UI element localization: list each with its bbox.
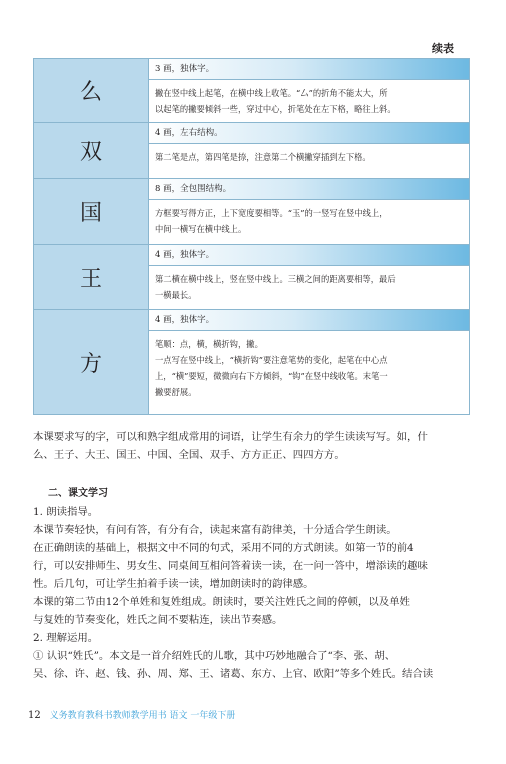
writing-note: 方框要写得方正，上下宽度要相等。“玉”的一竖写在竖中线上， 中间一横写在横中线上。 — [149, 200, 469, 237]
stroke-count: 3 画，独体字。 — [149, 59, 469, 80]
character-cell: 双 — [34, 123, 149, 179]
section-heading: 二、课文学习 — [48, 488, 108, 499]
table-row — [34, 310, 470, 415]
table-row — [34, 245, 470, 310]
table-row — [34, 123, 470, 179]
page-number: 12 — [28, 710, 41, 721]
character-cell: 方 — [34, 310, 149, 415]
page-footer — [28, 708, 235, 721]
character-cell: 国 — [34, 179, 149, 245]
writing-note: 笔顺：点，横，横折钩，撇。 一点写在竖中线上，“横折钩”要注意笔势的变化，起笔在中心点 上，“横”要短，微微向右下方倾斜，“钩”在竖中线收笔。末笔一 撇要舒展。 — [149, 331, 469, 400]
stroke-count: 4 画，独体字。 — [149, 310, 469, 331]
table-row — [34, 59, 470, 123]
table-row — [34, 179, 470, 245]
writing-note: 第二横在横中线上，竖在竖中线上。三横之间的距离要相等，最后 一横最长。 — [149, 266, 469, 303]
character-cell: 么 — [34, 59, 149, 123]
character-cell: 王 — [34, 245, 149, 310]
body-text: 1. 朗读指导。 本课节奏轻快，有问有答，有分有合，读起来富有韵律美，十分适合学生朗读。 在正确朗读的基础上，根据文中不同的句式，采用不同的方式朗读。如第一节的前4 行，可以安排师生、男女生、同桌间互相问答着读一读，在一问一答中，增添读的趣味 性。后几句，可让学生拍着手读一读，增加朗读时的韵律感。 本课的第二节由12个单姓和复姓组成。朗读时，要关注姓氏之间的停顿，以及单姓 与复姓的节奏变化，姓氏之间不要粘连，读出节奏感。 2. 理解运用。 ① 认识“姓氏”。本文是一首介绍姓氏的儿歌，其中巧妙地融合了“李、张、胡、 吴、徐、许、赵、钱、孙、周、郑、王、诸葛、东方、上官、欧阳”等多个姓氏。结合读 — [33, 506, 434, 680]
book-title: 义务教育教科书教师教学用书 语文 一年级下册 — [49, 711, 236, 721]
continued-label: 续表 — [432, 42, 454, 55]
character-table — [33, 58, 470, 415]
writing-note: 撇在竖中线上起笔，在横中线上收笔。“厶”的折角不能太大，所 以起笔的撇要倾斜一些，穿过中心，折笔处在左下格，略往上斜。 — [149, 80, 469, 117]
stroke-count: 4 画，左右结构。 — [149, 123, 469, 144]
writing-note: 第二笔是点，第四笔是捺，注意第二个横撇穿插到左下格。 — [149, 144, 469, 165]
stroke-count: 8 画，全包围结构。 — [149, 179, 469, 200]
intro-paragraph: 本课要求写的字，可以和熟字组成常用的词语，让学生有余力的学生读读写写。如，什 么、王子、大王、国王、中国、全国、双手、方方正正、四四方方。 — [33, 431, 428, 461]
stroke-count: 4 画，独体字。 — [149, 245, 469, 266]
